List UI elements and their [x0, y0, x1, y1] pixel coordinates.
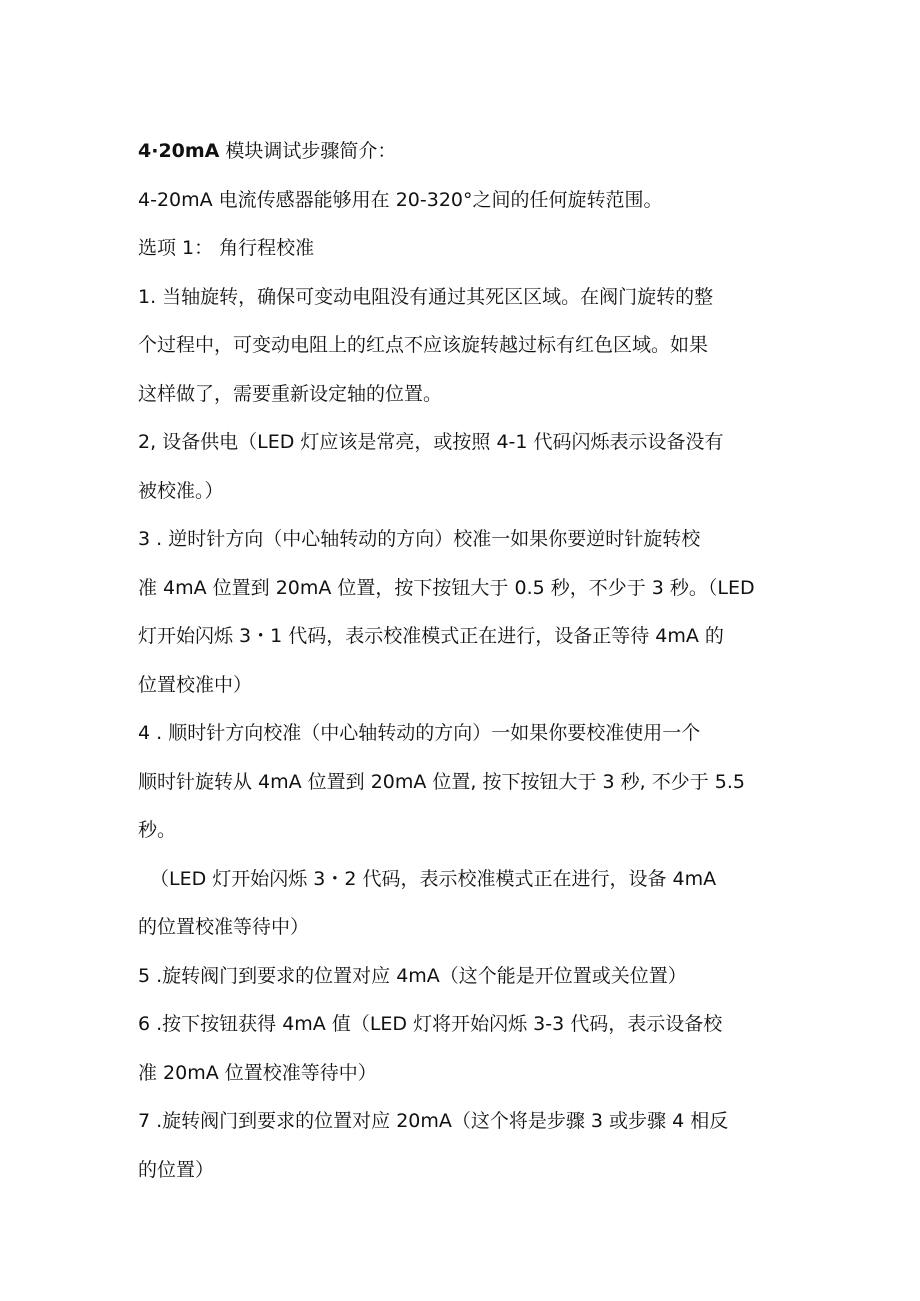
step-6-line: 准 20mA 位置校准等待中）	[138, 1061, 377, 1084]
step-5	[138, 952, 798, 1001]
intro-paragraph: 4-20mA 电流传感器能够用在 20-320°之间的任何旋转范围。	[138, 188, 663, 211]
document-body	[138, 127, 798, 1194]
step-4	[138, 709, 798, 855]
step-7-line: 的位置）	[138, 1158, 215, 1181]
step-7-line: 7 .旋转阀门到要求的位置对应 20mA（这个将是步骤 3 或步骤 4 相反	[138, 1110, 729, 1132]
step-6-line: 6 .按下按钮获得 4mA 值（LED 灯将开始闪烁 3-3 代码，表示设备校	[138, 1013, 723, 1035]
step-3-line: 准 4mA 位置到 20mA 位置，按下按钮大于 0.5 秒，不少于 3 秒。（LED	[138, 576, 755, 599]
step-4-note	[138, 855, 798, 952]
step-1	[138, 273, 798, 419]
title-bold-prefix: 4·20mA	[138, 140, 220, 162]
step-3-line: 灯开始闪烁 3・1 代码，表示校准模式正在进行，设备正等待 4mA 的	[138, 625, 724, 647]
document-title	[138, 127, 798, 176]
step-1-line: 个过程中，可变动电阻上的红点不应该旋转越过标有红色区域。如果	[138, 334, 709, 356]
option-heading: 选项 1： 角行程校准	[138, 237, 315, 259]
step-4-line: 顺时针旋转从 4mA 位置到 20mA 位置, 按下按钮大于 3 秒, 不少于 5.5	[138, 770, 746, 793]
step-4-note-line: 的位置校准等待中）	[138, 916, 310, 938]
step-2	[138, 418, 798, 515]
step-3	[138, 515, 798, 709]
step-4-note-line: （LED 灯开始闪烁 3・2 代码，表示校准模式正在进行，设备 4mA	[150, 867, 717, 890]
step-5-line: 5 .旋转阀门到要求的位置对应 4mA（这个能是开位置或关位置）	[138, 964, 687, 987]
step-4-line: 秒。	[138, 819, 177, 841]
step-4-line: 4 . 顺时针方向校准（中心轴转动的方向）一如果你要校准使用一个	[138, 722, 701, 744]
step-3-line: 位置校准中）	[138, 673, 253, 696]
step-2-line: 2, 设备供电（LED 灯应该是常亮，或按照 4-1 代码闪烁表示设备没有	[138, 431, 724, 453]
step-1-line: 1. 当轴旋转，确保可变动电阻没有通过其死区区域。在阀门旋转的整	[138, 285, 714, 308]
step-2-line: 被校准。）	[138, 479, 224, 502]
step-6	[138, 1000, 798, 1097]
title-rest: 模块调试步骤简介：	[219, 140, 397, 162]
step-3-line: 3 . 逆时针方向（中心轴转动的方向）校准一如果你要逆时针旋转校	[138, 528, 701, 550]
step-1-line: 这样做了，需要重新设定轴的位置。	[138, 382, 443, 405]
step-7	[138, 1097, 798, 1194]
